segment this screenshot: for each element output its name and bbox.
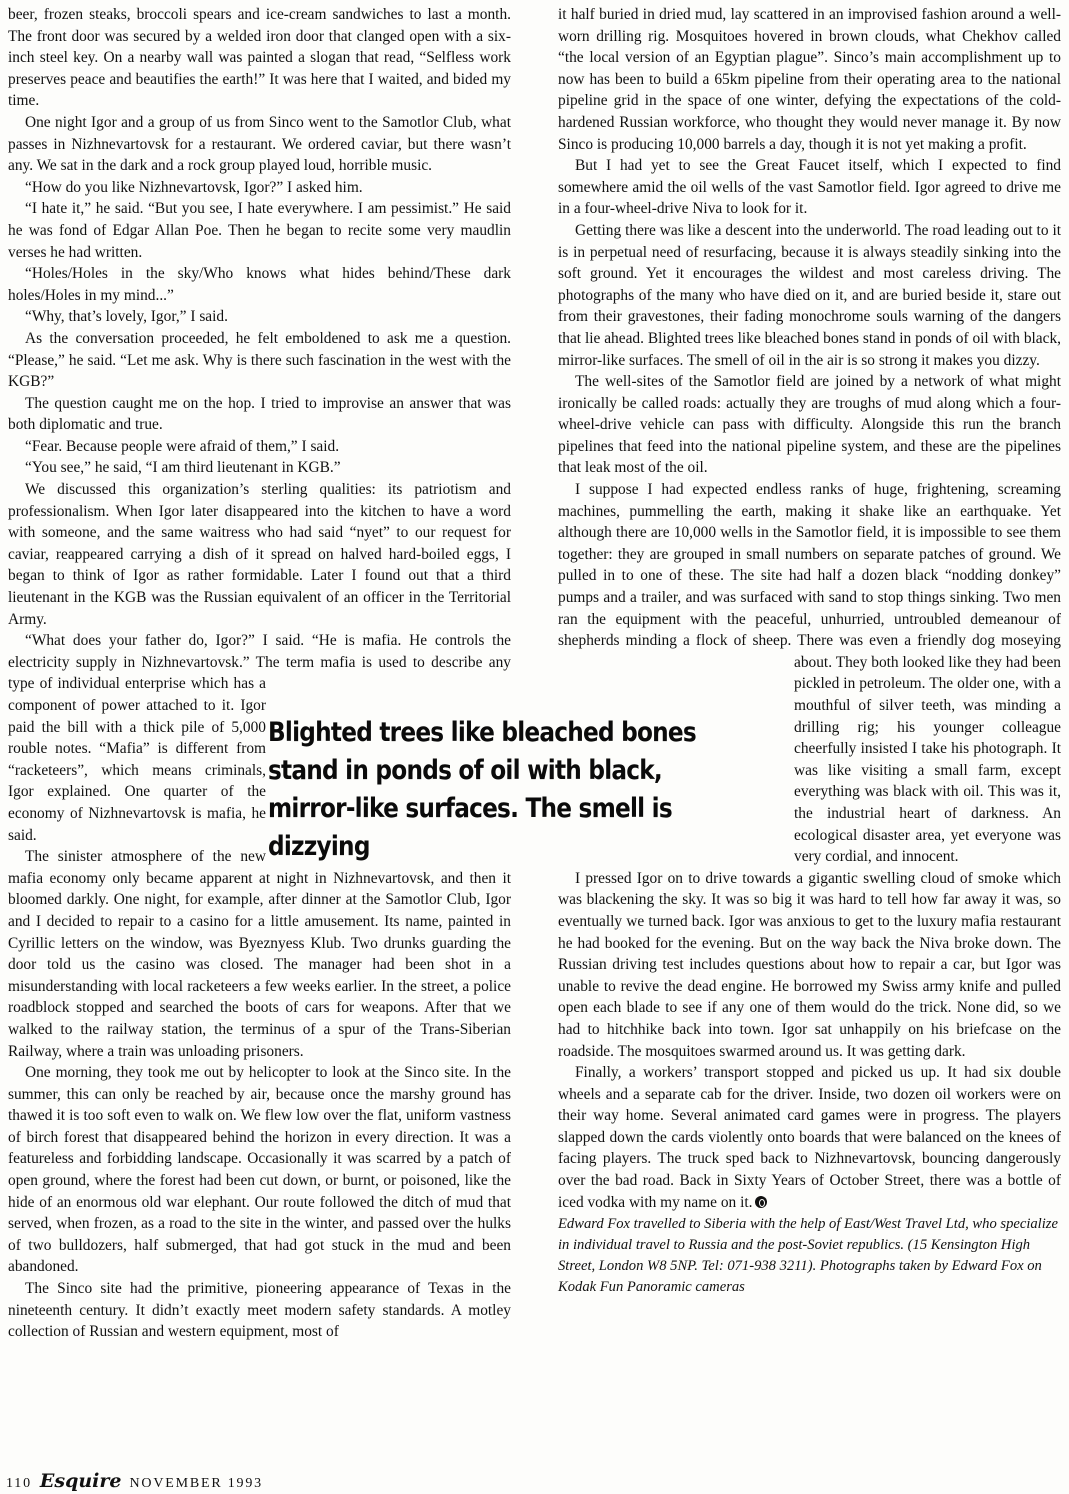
photo-credit: Edward Fox travelled to Siberia with the help of East/West Travel Ltd, who specialize in individual travel to Russia and the post-Soviet republics. (15 Kensington High Street, London W8 5NP. Tel: 071-938 3211). Photographs taken by Edward Fox on Kodak Fun Panoramic cameras (558, 1216, 1058, 1295)
article-paragraph: “What does your father do, Igor?” I said. “He is mafia. He controls the electricity supply in Nizhnevartovsk.” The term mafia is used to describe any type of individual enterprise which has a component of power attached to it. Igor paid the bill with a thick pile of 5,000 rouble notes. “Mafia” is different from “racketeers”, which means criminals, Igor explained. One quarter of the economy of Nizhnevartovsk is mafia, he said. (8, 632, 511, 844)
article-paragraph: beer, frozen steaks, broccoli spears and ice-cream sandwiches to last a month. The front door was secured by a welded iron door that clanged open with a six-inch steel key. On a nearby wall was painted a slogan that read, “Selfless work preserves peace and beautifies the earth!” It was here that I waited, and bided my time. (8, 6, 511, 110)
pull-quote: Blighted trees like bleached bones stand in ponds of oil with black, mirror-like surfaces. The smell is dizzying (268, 717, 696, 862)
article-paragraph: Finally, a workers’ transport stopped and picked us up. It had six double wheels and a separate cab for the driver. Inside, two dozen oil workers were on their way home. Several animated card games were in progress. The players slapped down the cards violently onto boards that were balanced on the knees of facing players. The truck sped back to Nizhnevartovsk, bouncing dangerously over the bad road. Back in Sixty Years of October Street, there was a bottle of iced vodka with my name on it. (558, 1064, 1061, 1211)
magazine-logo: Esquire (39, 1470, 122, 1492)
article-paragraph: The sinister atmosphere of the new mafia economy only became apparent at night in Nizhnevartovsk, and then it bloomed darkly. One night, for example, after dinner at the Samotlor Club, Igor and I decided to repair to a casino for a little amusement. Its name, painted in Cyrillic letters on the window, was Byeznyess Klub. Two drunks guarding the door told us the casino was closed. The manager had been shot in a misunderstanding with local racketeers a few weeks earlier. In the street, a police roadblock stopped and searched the boots of cars for weapons. After that we walked to the railway station, the terminus of a spur of the Trans-Siberian Railway, where a train was unloading prisoners. (8, 848, 511, 1060)
article-paragraph: One night Igor and a group of us from Sinco went to the Samotlor Club, what passes in Nizhnevartovsk for a restaurant. We ordered caviar, but there wasn’t any. We sat in the dark and a rock group played loud, horrible music. (8, 113, 511, 175)
article-paragraph: But I had yet to see the Great Faucet itself, which I expected to find somewhere amid the oil wells of the vast Samotlor field. Igor agreed to drive me in a four-wheel-drive Niva to look for it. (558, 157, 1061, 218)
article-paragraph: “I hate it,” he said. “But you see, I hate everywhere. I am pessimist.” He said he was fond of Edgar Allan Poe. Then he began to recite some very maudlin verses he had written. (8, 200, 511, 261)
article-paragraph: As the conversation proceeded, he felt emboldened to ask me a question. “Please,” he said. “Let me ask. Why is there such fascination in the west with the KGB?” (8, 329, 511, 391)
article-paragraph: One morning, they took me out by helicopter to look at the Sinco site. In the summer, this can only be reached by air, because once the marshy ground has thawed it is too soft even to walk on. We flew low over the flat, uniform vastness of birch forest that disappeared behind the horizon in every direction. It was a featureless and forbidding landscape. Occasionally it was scarred by a patch of open ground, where the forest had been cut down, or burnt, or poisoned, like the hide of an enormous old war elephant. Our route followed the ditch of mud that served, when frozen, as a road to the site in the winter, and passed over the hulks of two bulldozers, half submerged, that had got stuck in the mud and been abandoned. (8, 1064, 511, 1276)
article-paragraph: “How do you like Nizhnevartovsk, Igor?” I asked him. (25, 178, 363, 196)
article-paragraph: Getting there was like a descent into the underworld. The road leading out to it is in perpetual need of resurfacing, because it is always steadily sinking into the soft ground. Yet it encourages the wildest and most careless driving. The photographs of the many who have died on it, and are buried beside it, stare out from their gravestones, their fading monochrome souls warning of the dangers that lie ahead. Blighted trees like bleached bones stand in ponds of oil with black, mirror-like surfaces. The smell of oil in the air is so strong it makes you dizzy. (558, 221, 1061, 369)
article-paragraph: We discussed this organization’s sterling qualities: its patriotism and professionalism. When Igor later disappeared into the kitchen to have a word with someone, and the same waitress who had said “nyet” to our request for caviar, reappeared carrying a dish of it spread on halved hard-boiled eggs, I began to think of Igor as rather formidable. Later I found out that a third lieutenant in the KGB was the Russian equivalent of an officer in the Territorial Army. (8, 481, 511, 628)
end-mark-icon (755, 1196, 767, 1208)
article-paragraph: The well-sites of the Samotlor field are joined by a network of what might ironically be called roads: actually they are troughs of mud along which a four-wheel-drive vehicle can pass with difficulty. Alongside this run the branch pipelines that feed into the national pipeline system, and these are the pipelines that leak most of the oil. (558, 373, 1061, 477)
article-paragraph: I suppose I had expected endless ranks of huge, frightening, screaming machines, pummelling the earth, making it shake like an earthquake. Yet although there are 10,000 wells in the Samotlor field, it is impossible to see them together: they are grouped in small numbers on separate patches of ground. We pulled in to one of these. The site had half a dozen black “nodding donkey” pumps and a trailer, and was surfaced with sand to stop things sinking. Two men ran the equipment with the peaceful, unhurried, untroubled demeanour of shepherds minding a flock of sheep. There was even a friendly dog moseying about. They both looked like they had been pickled in petroleum. The older one, with a mouthful of silver teeth, was minding a drilling rig; his younger colleague cheerfully insisted I take his photograph. It was like visiting a small farm, except everything was black with oil. This was it, the industrial heart of darkness. An ecological disaster area, yet everyone was very cordial, and innocent. (558, 481, 1061, 866)
page-footer (6, 1470, 263, 1490)
article-paragraph: “Why, that’s lovely, Igor,” I said. (25, 308, 228, 326)
article-paragraph: it half buried in dried mud, lay scattered in an improvised fashion around a well-worn drilling rig. Mosquitoes hovered in brown clouds, what Chekhov called “the local version of an Egyptian plague”. Sinco’s main accomplishment up to now has been to build a 65km pipeline from their operating area to the national pipeline grid in the space of one winter, defying the expectations of the cold-hardened Russian workforce, who thought they would never manage it. By now Sinco is producing 10,000 barrels a day, though it is not yet making a profit. (558, 6, 1061, 153)
right-column (558, 4, 1061, 1297)
article-paragraph: I pressed Igor on to drive towards a gigantic swelling cloud of smoke which was blackening the sky. It was so big it was hard to tell how far away it was, so eventually we turned back. Igor was anxious to get to the luxury mafia restaurant he had booked for the evening. But on the way back the Niva broke down. The Russian driving test includes questions about how to repair a car, but Igor was unable to revive the dead engine. He borrowed my Swiss army knife and pulled open each blade to see if any one of them would do the trick. None did, so we had to hitchhike back into town. Igor sat unhappily on his briefcase on the roadside. The mosquitoes swarmed around us. It was getting dark. (558, 869, 1061, 1060)
article-paragraph: The question caught me on the hop. I tried to improvise an answer that was both diplomatic and true. (8, 394, 511, 434)
issue-date: NOVEMBER 1993 (129, 1476, 263, 1491)
left-column (8, 4, 511, 1343)
article-paragraph: “Holes/Holes in the sky/Who knows what hides behind/These dark holes/Holes in my mind...” (8, 265, 511, 304)
article-paragraph: The Sinco site had the primitive, pioneering appearance of Texas in the nineteenth century. It didn’t exactly meet modern safety standards. A motley collection of Russian and western equipment, most of (8, 1280, 511, 1341)
article-paragraph: “Fear. Because people were afraid of them,” I said. (25, 437, 340, 455)
article-paragraph: “You see,” he said, “I am third lieutenant in KGB.” (25, 459, 341, 477)
page-number: 110 (6, 1476, 32, 1491)
